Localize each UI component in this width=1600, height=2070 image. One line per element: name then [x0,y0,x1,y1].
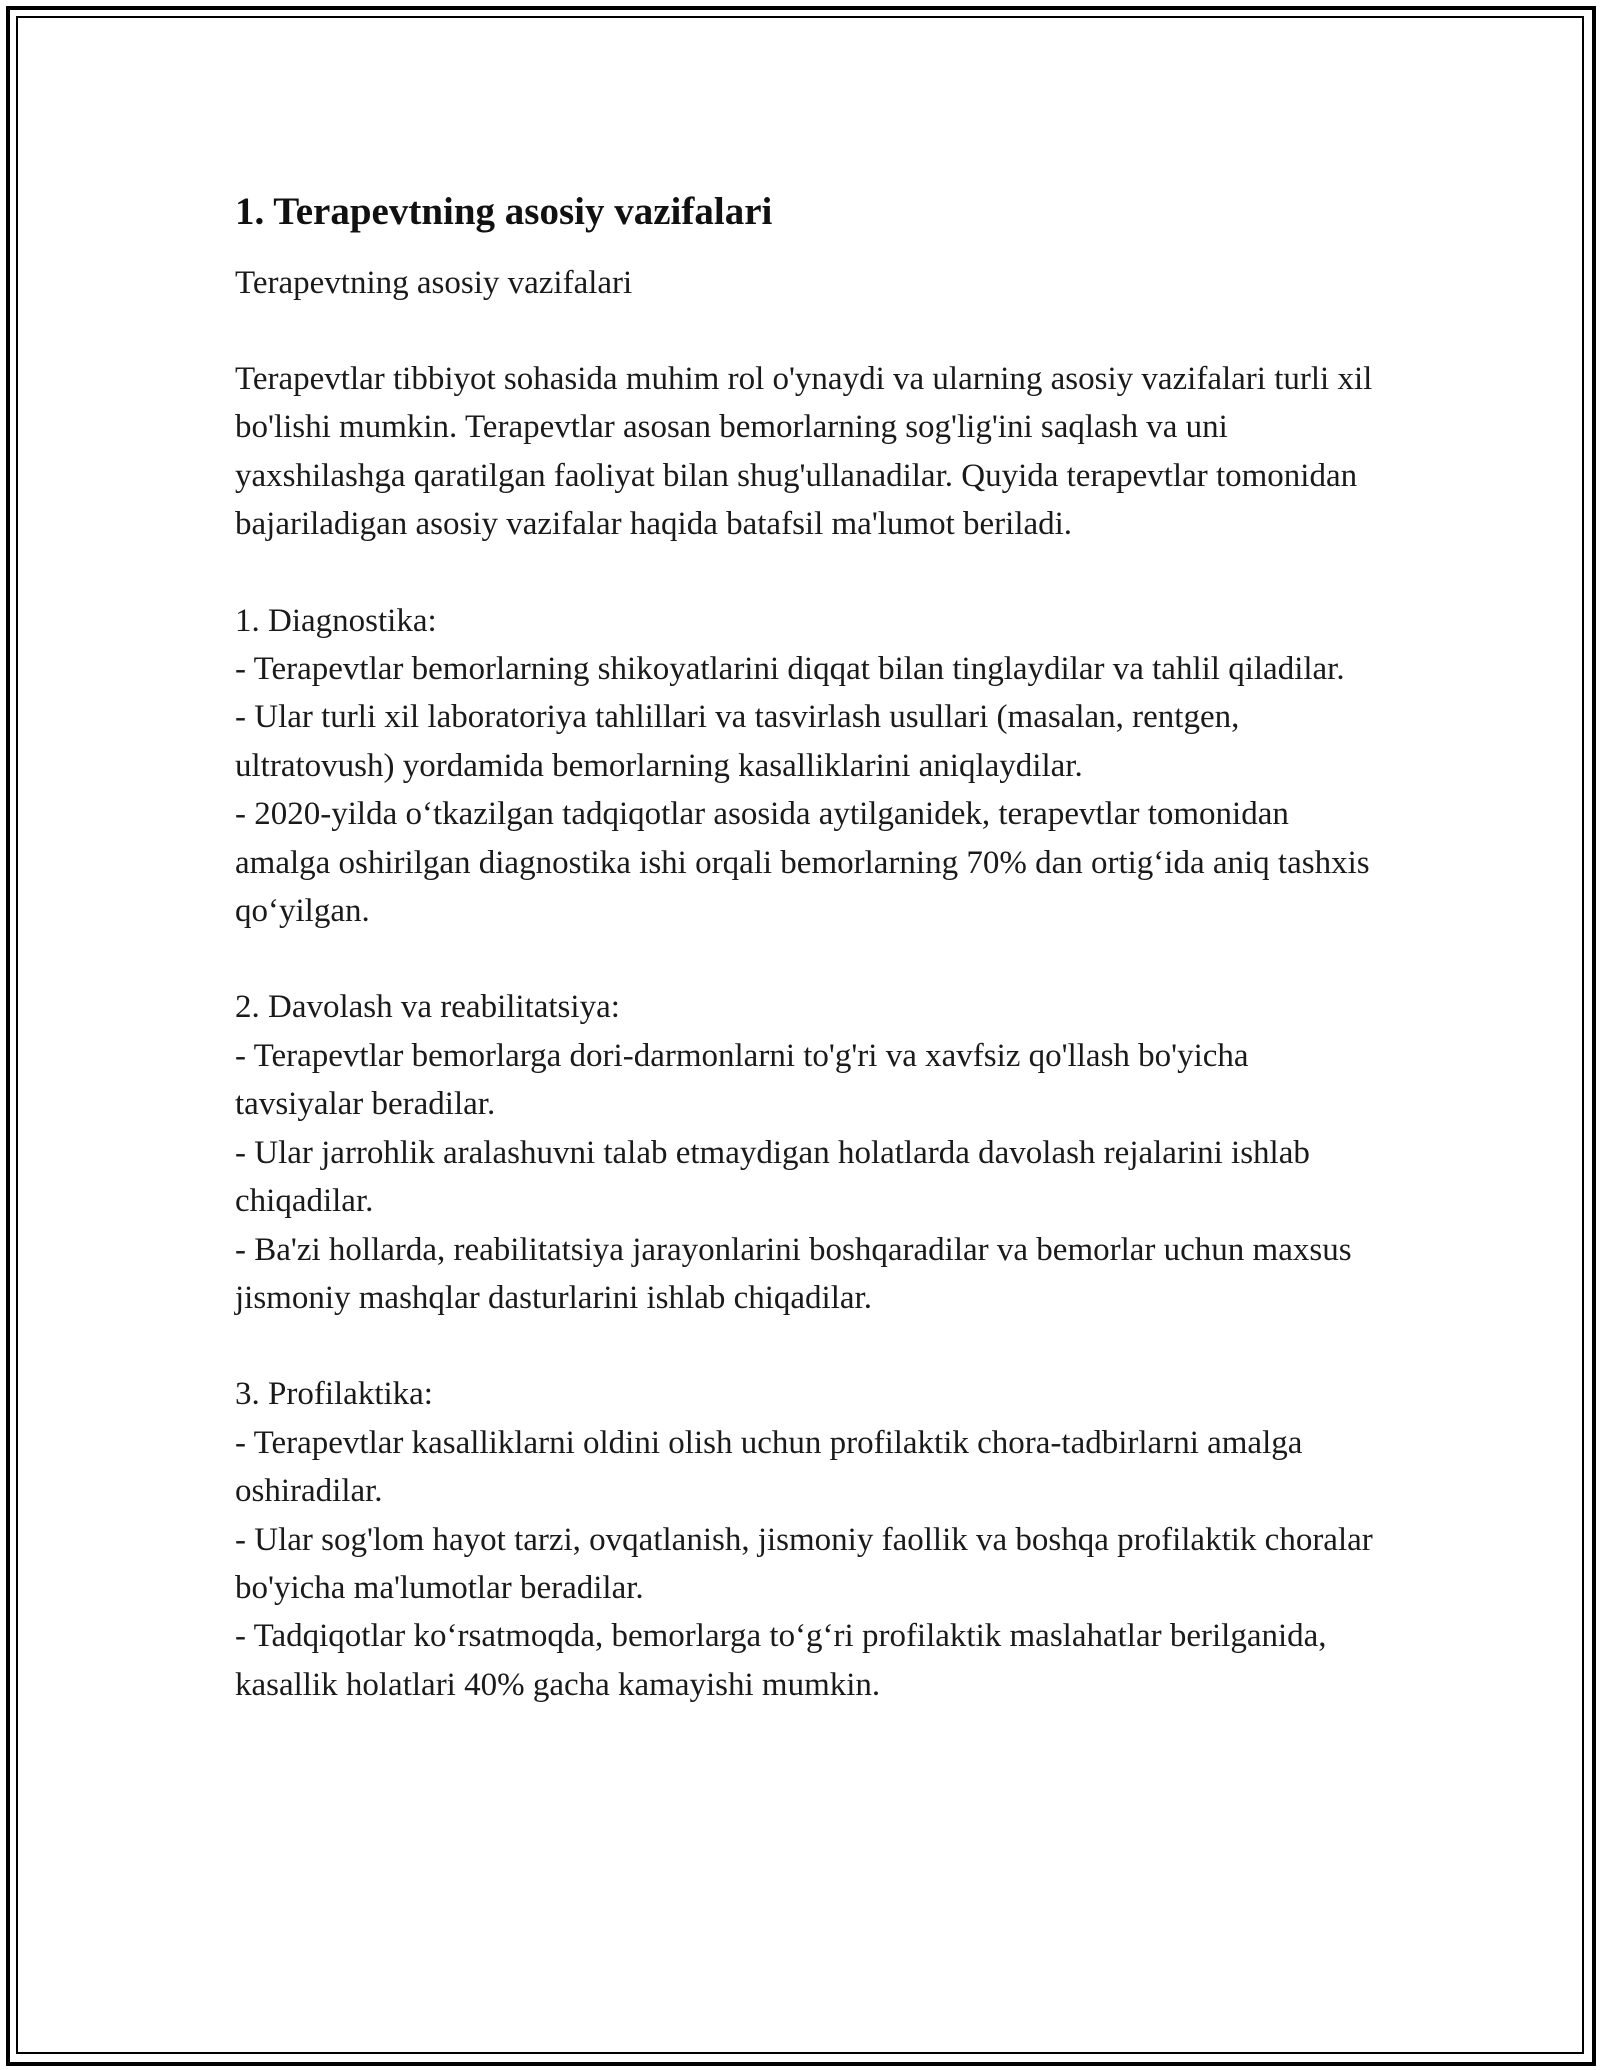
list-item: - Ular jarrohlik aralashuvni talab etmaydigan holatlarda davolash rejalarini ishlab chiqadilar. [235,1134,1310,1220]
list-item: - Ular turli xil laboratoriya tahlillari va tasvirlash usullari (masalan, rentgen, ultratovush) yordamida bemorlarning kasalliklarini aniqlaydilar. [235,699,1240,784]
document-subtitle: Terapevtning asosiy vazifalari [235,265,633,301]
list-item: - Terapevtlar kasalliklarni oldini olish uchun profilaktik chora-tadbirlarni amalga oshiradilar. [235,1424,1303,1510]
intro-paragraph: Terapevtlar tibbiyot sohasida muhim rol o'ynaydi va ularning asosiy vazifalari turli xil bo'lishi mumkin. Terapevtlar asosan bemorlarning sog'lig'ini saqlash va uni yaxshilashga qaratilgan faoliyat bilan shug'ullanadilar. Quyida terapevtlar tomonidan bajariladigan asosiy vazifalar haqida batafsil ma'lumot beriladi. [235,361,1373,543]
section-title: 3. Profilaktika: [235,1376,433,1413]
list-item: - Ba'zi hollarda, reabilitatsiya jarayonlarini boshqaradilar va bemorlar uchun maxsus jismoniy mashqlar dasturlarini ishlab chiqadilar. [235,1231,1352,1316]
section-title: 1. Diagnostika: [235,602,437,639]
section-profilaktika [235,1370,1385,1709]
section-davolash [235,983,1385,1322]
section-title: 2. Davolash va reabilitatsiya: [235,989,620,1026]
section-diagnostika [235,597,1385,936]
list-item: - Terapevtlar bemorlarga dori-darmonlarni to'g'ri va xavfsiz qo'llash bo'yicha tavsiyalar beradilar. [235,1037,1249,1123]
list-item: - Terapevtlar bemorlarning shikoyatlarini diqqat bilan tinglaydilar va tahlil qiladilar. [235,651,1345,688]
document-page [235,188,1385,1757]
page-title: 1. Terapevtning asosiy vazifalari [235,190,773,233]
list-item: - 2020-yilda o‘tkazilgan tadqiqotlar asosida aytilganidek, terapevtlar tomonidan amalga oshirilgan diagnostika ishi orqali bemorlarning 70% dan ortig‘ida aniq tashxis qo‘yilgan. [235,796,1370,930]
list-item: - Tadqiqotlar ko‘rsatmoqda, bemorlarga to‘g‘ri profilaktik maslahatlar berilganida, kasallik holatlari 40% gacha kamayishi mumkin. [235,1618,1327,1703]
list-item: - Ular sog'lom hayot tarzi, ovqatlanish, jismoniy faollik va boshqa profilaktik choralar bo'yicha ma'lumotlar beradilar. [235,1521,1373,1606]
